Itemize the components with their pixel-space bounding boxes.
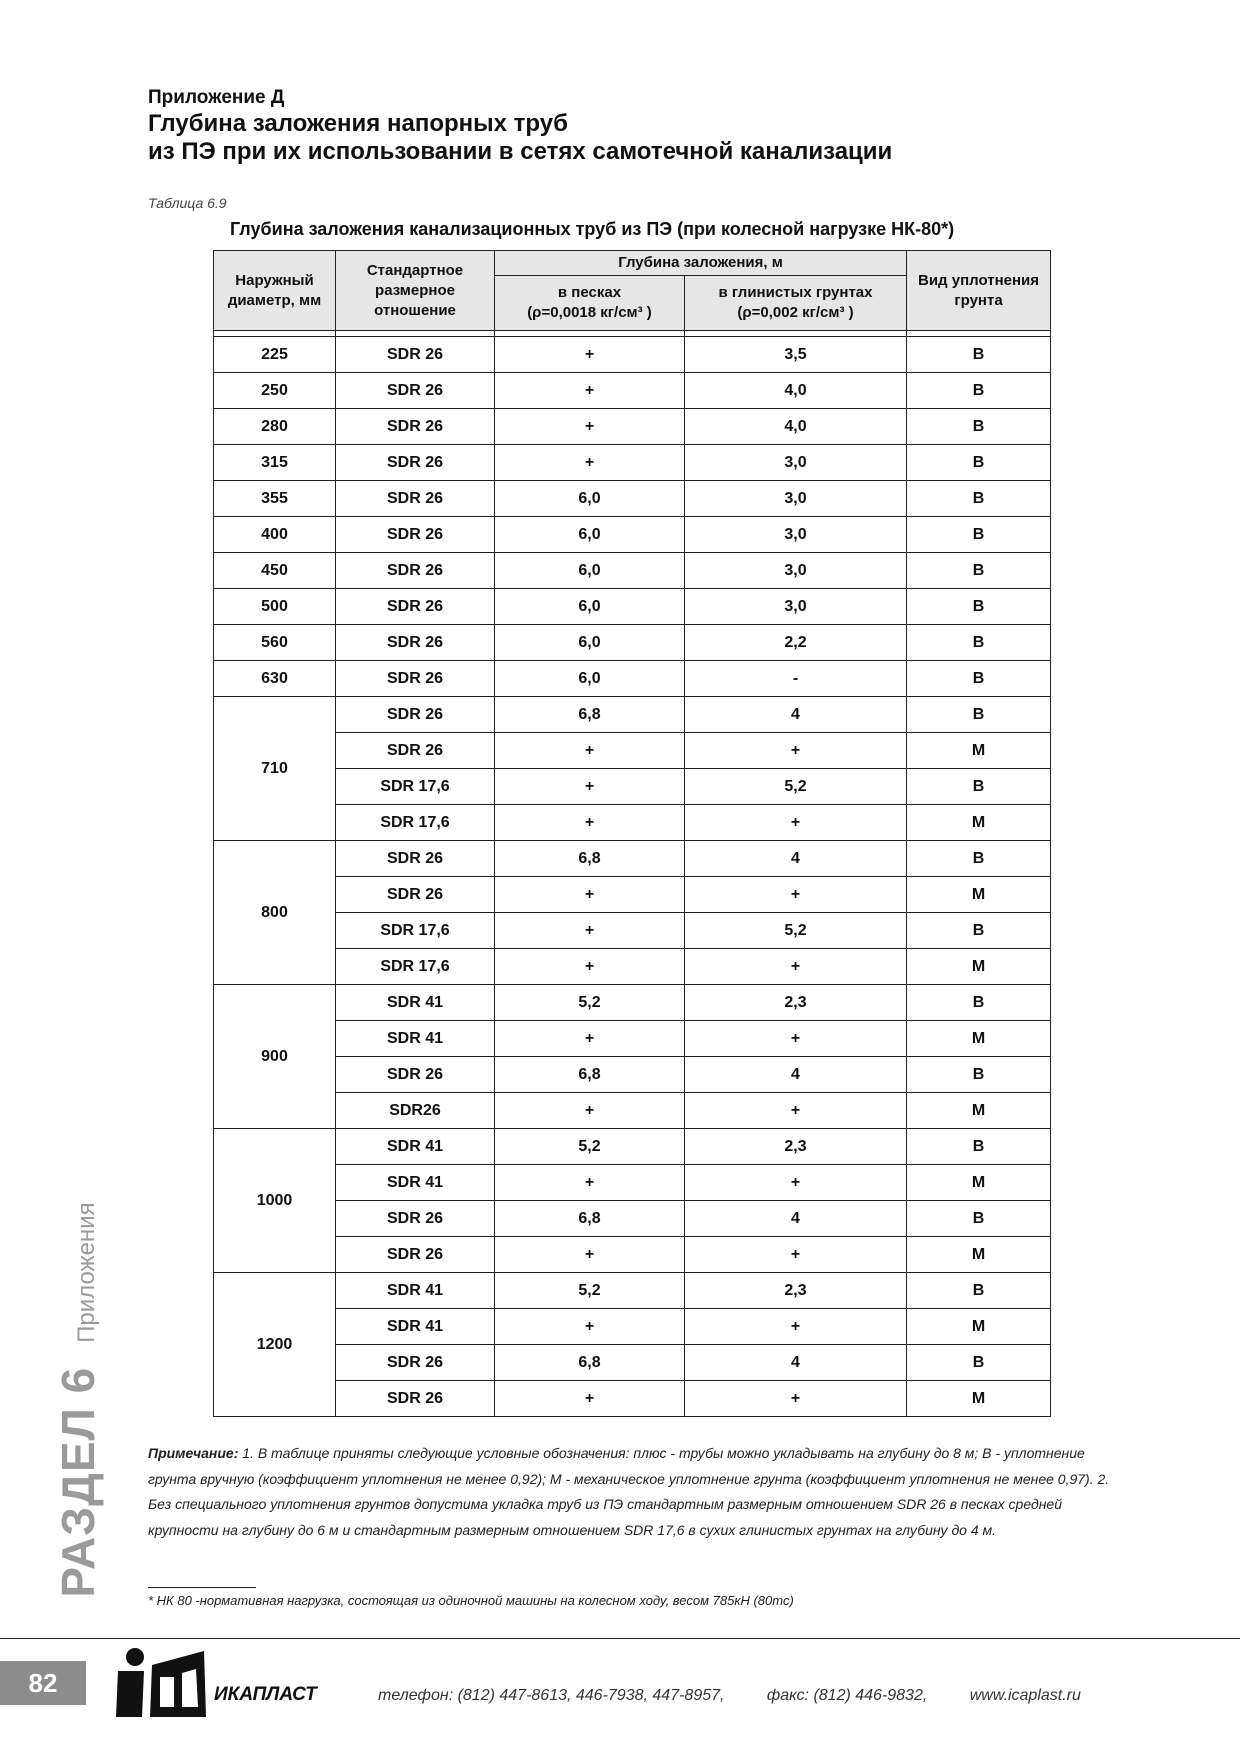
icaplast-logo-icon: [116, 1647, 208, 1719]
cell-sdr: SDR 41: [336, 1273, 495, 1309]
cell-compaction: В: [907, 1345, 1051, 1381]
cell-compaction: М: [907, 1381, 1051, 1417]
cell-sdr: SDR 17,6: [336, 769, 495, 805]
table-row: [214, 373, 1051, 409]
cell-compaction: М: [907, 1093, 1051, 1129]
cell-depth-clay: 3,0: [685, 517, 907, 553]
cell-depth-sand: 6,0: [495, 517, 685, 553]
cell-sdr: SDR 41: [336, 1129, 495, 1165]
header-compaction: Вид уплотнения грунта: [907, 251, 1051, 331]
website-link[interactable]: www.icaplast.ru: [969, 1687, 1081, 1704]
cell-depth-clay: +: [685, 733, 907, 769]
cell-depth-clay: 3,0: [685, 589, 907, 625]
cell-sdr: SDR 41: [336, 1165, 495, 1201]
cell-depth-clay: 2,3: [685, 1273, 907, 1309]
note: [148, 1441, 1128, 1543]
cell-diameter: 250: [214, 373, 336, 409]
cell-depth-sand: 6,8: [495, 1057, 685, 1093]
cell-diameter: 225: [214, 337, 336, 373]
section-subtitle: Приложения: [73, 1202, 100, 1343]
header-clay-density: (ρ=0,002 кг/см³ ): [737, 304, 854, 321]
table-body: [214, 331, 1051, 1417]
table-row: [214, 949, 1051, 985]
table-row: [214, 1273, 1051, 1309]
table-row: [214, 553, 1051, 589]
brand-name: ИКАПЛАСТ: [214, 1684, 317, 1705]
table-caption: Глубина заложения канализационных труб из ПЭ (при колесной нагрузке НК-80*): [230, 219, 955, 239]
contact-phone: телефон: (812) 447-8613, 446-7938, 447-8957,: [378, 1687, 725, 1704]
cell-depth-sand: +: [495, 733, 685, 769]
cell-depth-clay: +: [685, 1309, 907, 1345]
table-row: [214, 913, 1051, 949]
cell-sdr: SDR 26: [336, 517, 495, 553]
cell-depth-sand: 6,8: [495, 1345, 685, 1381]
cell-compaction: В: [907, 769, 1051, 805]
header-sand: [495, 276, 685, 331]
table-row: [214, 1237, 1051, 1273]
appendix-label: Приложение Д: [148, 87, 285, 108]
cell-depth-sand: +: [495, 1165, 685, 1201]
table-row: [214, 769, 1051, 805]
cell-depth-clay: +: [685, 877, 907, 913]
page-number: 82: [0, 1661, 86, 1705]
cell-sdr: SDR 17,6: [336, 949, 495, 985]
cell-depth-clay: 3,0: [685, 553, 907, 589]
cell-compaction: М: [907, 877, 1051, 913]
table-row: [214, 337, 1051, 373]
cell-depth-sand: 5,2: [495, 1129, 685, 1165]
header-clay: [685, 276, 907, 331]
cell-compaction: М: [907, 949, 1051, 985]
cell-depth-sand: 6,0: [495, 589, 685, 625]
cell-sdr: SDR 26: [336, 1237, 495, 1273]
cell-depth-clay: 4: [685, 1201, 907, 1237]
cell-depth-clay: +: [685, 1381, 907, 1417]
cell-sdr: SDR 26: [336, 1381, 495, 1417]
cell-compaction: В: [907, 625, 1051, 661]
cell-depth-sand: 6,8: [495, 697, 685, 733]
cell-compaction: М: [907, 1165, 1051, 1201]
cell-sdr: SDR 26: [336, 553, 495, 589]
cell-depth-sand: +: [495, 1309, 685, 1345]
cell-depth-sand: 6,0: [495, 553, 685, 589]
cell-depth-clay: +: [685, 1021, 907, 1057]
table-row: [214, 877, 1051, 913]
cell-sdr: SDR 41: [336, 985, 495, 1021]
cell-compaction: В: [907, 697, 1051, 733]
cell-depth-sand: 6,8: [495, 1201, 685, 1237]
cell-compaction: В: [907, 1129, 1051, 1165]
cell-depth-clay: 4: [685, 841, 907, 877]
cell-diameter: 355: [214, 481, 336, 517]
cell-compaction: В: [907, 1201, 1051, 1237]
cell-depth-clay: +: [685, 1165, 907, 1201]
cell-depth-sand: +: [495, 1093, 685, 1129]
cell-depth-sand: 5,2: [495, 985, 685, 1021]
cell-compaction: М: [907, 1021, 1051, 1057]
cell-diameter: 1000: [214, 1129, 336, 1273]
footnote: * НК 80 -нормативная нагрузка, состоящая из одиночной машины на колесном ходу, весом 785кН (80тс): [148, 1593, 794, 1608]
cell-depth-clay: 4: [685, 697, 907, 733]
cell-compaction: В: [907, 373, 1051, 409]
note-label: Примечание:: [148, 1445, 239, 1461]
table-row: [214, 1165, 1051, 1201]
table-row: [214, 661, 1051, 697]
table-number: Таблица 6.9: [148, 195, 227, 211]
table-row: [214, 1021, 1051, 1057]
cell-depth-sand: +: [495, 1381, 685, 1417]
table-row: [214, 481, 1051, 517]
cell-depth-sand: +: [495, 913, 685, 949]
header-sand-density: (ρ=0,0018 кг/см³ ): [527, 304, 652, 321]
table-row: [214, 589, 1051, 625]
header-diameter: Наружный диаметр, мм: [214, 251, 336, 331]
cell-depth-sand: +: [495, 1021, 685, 1057]
cell-depth-sand: +: [495, 949, 685, 985]
cell-compaction: В: [907, 409, 1051, 445]
cell-depth-clay: 3,0: [685, 481, 907, 517]
note-text: 1. В таблице приняты следующие условные обозначения: плюс - трубы можно укладывать на глубину до 8 м; В - уплотнение грунта вручную (коэффициент уплотнения не менее 0,92); М - механическое уплотнение грунта (коэффициент уплотнения не менее 0,97). 2. Без специального уплотнения грунтов допустима укладка труб из ПЭ стандартным размерным отношением SDR 26 в песках средней крупности на глубину до 6 м и стандартным размерным отношением SDR 17,6 в сухих глинистых грунтах на глубину до 4 м.: [148, 1445, 1110, 1538]
table-header: [214, 251, 1051, 331]
cell-compaction: В: [907, 517, 1051, 553]
cell-sdr: SDR 26: [336, 625, 495, 661]
table-row: [214, 985, 1051, 1021]
page-title: [148, 110, 892, 166]
cell-sdr: SDR 26: [336, 1345, 495, 1381]
title-line-1: Глубина заложения напорных труб: [148, 110, 568, 137]
cell-sdr: SDR 26: [336, 589, 495, 625]
table-row: [214, 1057, 1051, 1093]
cell-compaction: В: [907, 1057, 1051, 1093]
cell-depth-clay: 5,2: [685, 769, 907, 805]
table-row: [214, 1129, 1051, 1165]
cell-depth-sand: 6,0: [495, 661, 685, 697]
cell-sdr: SDR 26: [336, 841, 495, 877]
cell-sdr: SDR 26: [336, 409, 495, 445]
cell-sdr: SDR 26: [336, 337, 495, 373]
table-row: [214, 625, 1051, 661]
cell-sdr: SDR 26: [336, 697, 495, 733]
cell-sdr: SDR 26: [336, 1057, 495, 1093]
cell-diameter: 710: [214, 697, 336, 841]
cell-compaction: В: [907, 913, 1051, 949]
table-row: [214, 1345, 1051, 1381]
cell-sdr: SDR26: [336, 1093, 495, 1129]
depth-table: [213, 250, 1051, 1417]
cell-depth-sand: 6,0: [495, 625, 685, 661]
footer-divider: [0, 1638, 1240, 1639]
cell-depth-sand: 6,0: [495, 481, 685, 517]
table-row: [214, 841, 1051, 877]
cell-diameter: 315: [214, 445, 336, 481]
cell-compaction: В: [907, 553, 1051, 589]
cell-depth-sand: +: [495, 769, 685, 805]
cell-depth-clay: +: [685, 1093, 907, 1129]
title-line-2: из ПЭ при их использовании в сетях самотечной канализации: [148, 138, 893, 165]
cell-compaction: В: [907, 337, 1051, 373]
cell-depth-sand: +: [495, 1237, 685, 1273]
cell-diameter: 900: [214, 985, 336, 1129]
cell-depth-clay: 4: [685, 1345, 907, 1381]
table-row: [214, 517, 1051, 553]
section-label: РАЗДЕЛ 6: [52, 1366, 104, 1598]
cell-compaction: М: [907, 1237, 1051, 1273]
cell-diameter: 500: [214, 589, 336, 625]
cell-compaction: В: [907, 661, 1051, 697]
cell-compaction: В: [907, 445, 1051, 481]
cell-sdr: SDR 26: [336, 445, 495, 481]
header-sand-label: в песках: [557, 284, 622, 301]
cell-depth-sand: +: [495, 877, 685, 913]
header-clay-label: в глинистых грунтах: [718, 284, 873, 301]
cell-sdr: SDR 26: [336, 373, 495, 409]
cell-diameter: 800: [214, 841, 336, 985]
header-depth: Глубина заложения, м: [495, 251, 907, 276]
cell-diameter: 450: [214, 553, 336, 589]
cell-compaction: В: [907, 841, 1051, 877]
cell-diameter: 280: [214, 409, 336, 445]
cell-depth-sand: +: [495, 805, 685, 841]
cell-sdr: SDR 26: [336, 481, 495, 517]
table-row: [214, 1093, 1051, 1129]
cell-sdr: SDR 26: [336, 733, 495, 769]
table-row: [214, 445, 1051, 481]
cell-compaction: В: [907, 985, 1051, 1021]
contact-fax: факс: (812) 446-9832,: [766, 1687, 928, 1704]
cell-depth-clay: 4,0: [685, 409, 907, 445]
table-row: [214, 1381, 1051, 1417]
cell-sdr: SDR 41: [336, 1021, 495, 1057]
cell-compaction: В: [907, 481, 1051, 517]
table-row: [214, 1201, 1051, 1237]
cell-diameter: 560: [214, 625, 336, 661]
cell-compaction: В: [907, 589, 1051, 625]
cell-compaction: В: [907, 1273, 1051, 1309]
cell-depth-clay: 4,0: [685, 373, 907, 409]
contact-info: [378, 1687, 1081, 1705]
cell-depth-sand: 5,2: [495, 1273, 685, 1309]
table-row: [214, 1309, 1051, 1345]
cell-depth-clay: +: [685, 805, 907, 841]
footnote-divider: [148, 1587, 256, 1588]
cell-depth-clay: 2,3: [685, 985, 907, 1021]
cell-depth-clay: 3,5: [685, 337, 907, 373]
cell-depth-clay: +: [685, 1237, 907, 1273]
table-row: [214, 733, 1051, 769]
cell-sdr: SDR 41: [336, 1309, 495, 1345]
cell-sdr: SDR 26: [336, 877, 495, 913]
table-row: [214, 409, 1051, 445]
cell-depth-sand: +: [495, 373, 685, 409]
cell-depth-sand: +: [495, 409, 685, 445]
cell-depth-sand: +: [495, 337, 685, 373]
table-row: [214, 805, 1051, 841]
cell-sdr: SDR 26: [336, 1201, 495, 1237]
cell-depth-clay: -: [685, 661, 907, 697]
cell-depth-clay: 2,2: [685, 625, 907, 661]
cell-compaction: М: [907, 1309, 1051, 1345]
cell-depth-clay: 4: [685, 1057, 907, 1093]
table-row: [214, 697, 1051, 733]
section-sidebar: [28, 1180, 128, 1620]
cell-sdr: SDR 17,6: [336, 913, 495, 949]
cell-depth-clay: 3,0: [685, 445, 907, 481]
cell-depth-sand: +: [495, 445, 685, 481]
cell-sdr: SDR 26: [336, 661, 495, 697]
cell-diameter: 630: [214, 661, 336, 697]
header-sdr: Стандартное размерное отношение: [336, 251, 495, 331]
cell-depth-sand: 6,8: [495, 841, 685, 877]
cell-depth-clay: +: [685, 949, 907, 985]
cell-diameter: 1200: [214, 1273, 336, 1417]
cell-diameter: 400: [214, 517, 336, 553]
cell-depth-clay: 5,2: [685, 913, 907, 949]
cell-sdr: SDR 17,6: [336, 805, 495, 841]
cell-compaction: М: [907, 733, 1051, 769]
cell-depth-clay: 2,3: [685, 1129, 907, 1165]
cell-compaction: М: [907, 805, 1051, 841]
